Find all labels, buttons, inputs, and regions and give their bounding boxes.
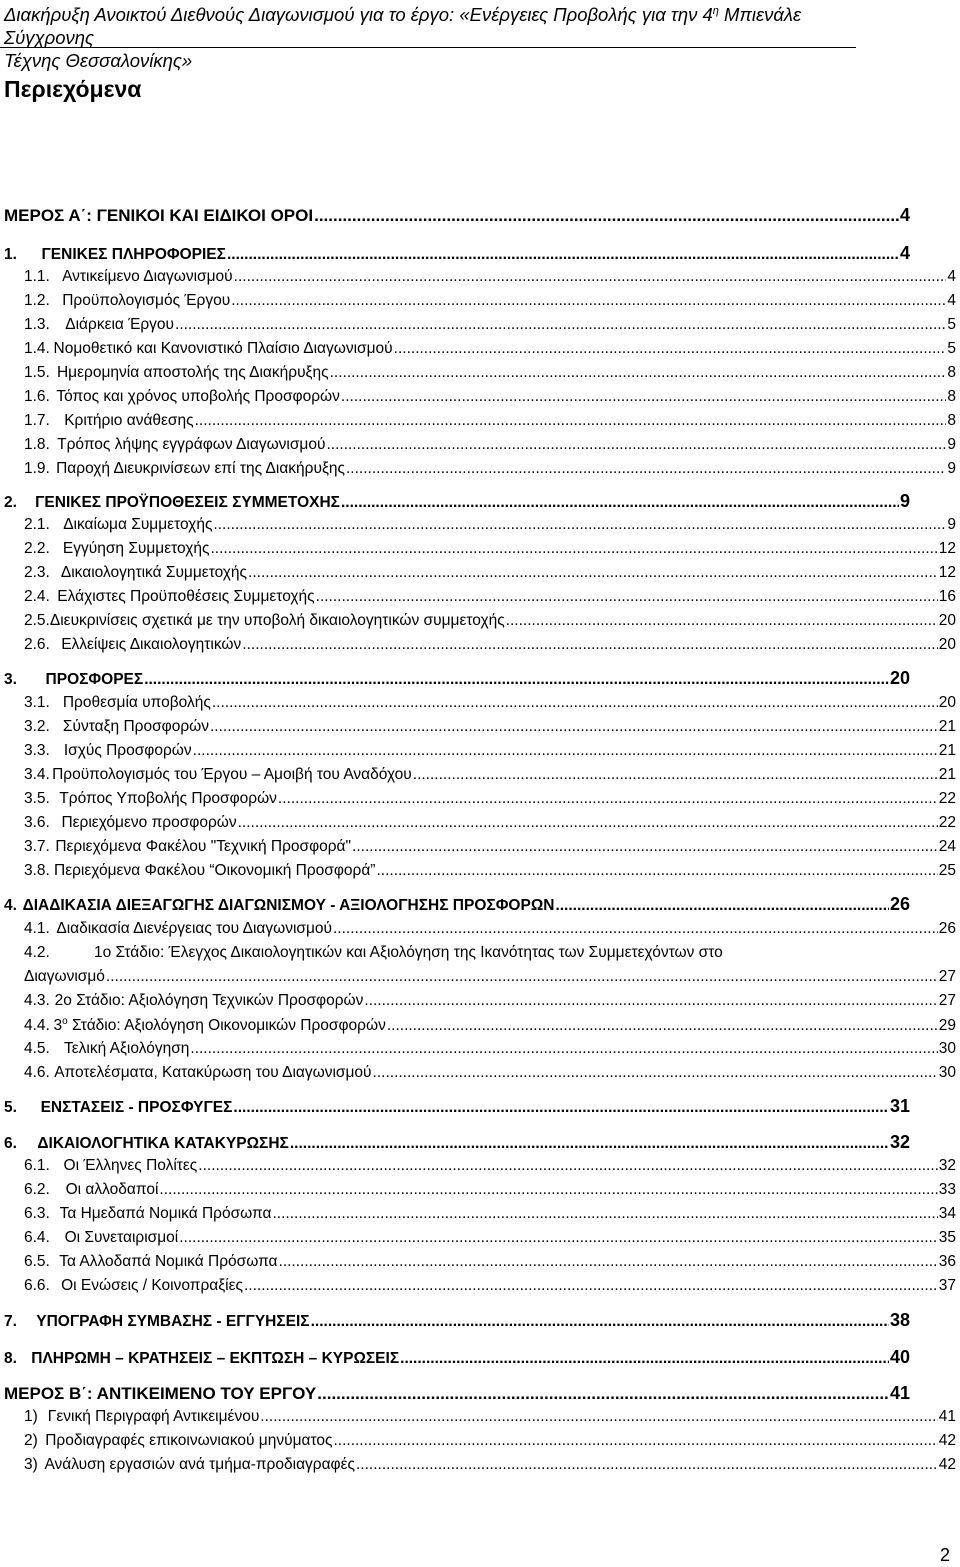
- toc-subsection[interactable]: 4.4. $3^o$ Στάδιο: Αξιολόγηση Οικονομικών Προσφορών ..... 29: [24, 1016, 956, 1035]
- toc-part-b-item[interactable]: 3) Ανάλυση εργασιών ανά τμήμα-προδιαγραφές ..... 42: [24, 1456, 956, 1474]
- toc-subsection[interactable]: 4.5. Τελική Αξιολόγηση ..... 30: [24, 1040, 956, 1058]
- toc-subsection[interactable]: 1.1. Αντικείμενο Διαγωνισμού ..... 4: [24, 268, 956, 286]
- toc-subsection[interactable]: 3.5. Τρόπος Υποβολής Προσφορών ..... 22: [24, 790, 956, 808]
- toc-subsection[interactable]: 1.2. Προϋπολογισμός Έργου ..... 4: [24, 292, 956, 310]
- toc-subsection[interactable]: 6.3. Τα Ημεδαπά Νομικά Πρόσωπα ..... 34: [24, 1205, 956, 1223]
- toc-section[interactable]: 5. ΕΝΣΤΑΣΕΙΣ - ΠΡΟΣΦΥΓΕΣ ..... 31: [4, 1096, 910, 1117]
- toc-subsection[interactable]: 1.5. Ημερομηνία αποστολής της Διακήρυξης ..... 8: [24, 364, 956, 382]
- toc-subsection[interactable]: 6.1. Οι Έλληνες Πολίτες ..... 32: [24, 1157, 956, 1175]
- toc-subsection[interactable]: 2.2. Εγγύηση Συμμετοχής ..... 12: [24, 540, 956, 558]
- toc-subsection[interactable]: 2.1. Δικαίωμα Συμμετοχής ..... 9: [24, 516, 956, 534]
- toc-subsection[interactable]: 3.7. Περιεχόμενα Φακέλου "Τεχνική Προσφορά" ..... 24: [24, 838, 956, 856]
- header-line-2: Τέχνης Θεσσαλονίκης»: [4, 50, 193, 72]
- toc-subsection[interactable]: 3.8. Περιεχόμενα Φακέλου “Οικονομική Προσφορά” ..... 25: [24, 862, 956, 880]
- toc-section[interactable]: 2. ΓΕΝΙΚΕΣ ΠΡΟΫΠΟΘΕΣΕΙΣ ΣΥΜΜΕΤΟΧΗΣ ..... 9: [4, 491, 910, 512]
- toc-subsection[interactable]: 1.4. Νομοθετικό και Κανονιστικό Πλαίσιο Διαγωνισμού ..... 5: [24, 340, 956, 358]
- toc-section[interactable]: 7. ΥΠΟΓΡΑΦΗ ΣΥΜΒΑΣΗΣ - ΕΓΓΥΗΣΕΙΣ ..... 38: [4, 1310, 910, 1331]
- toc-subsection[interactable]: 6.4. Οι Συνεταιρισμοί ..... 35: [24, 1229, 956, 1247]
- toc-subsection[interactable]: 1.8. Τρόπος λήψης εγγράφων Διαγωνισμού ..... 9: [24, 436, 956, 454]
- toc-subsection[interactable]: 4.1. Διαδικασία Διενέργειας του Διαγωνισμού ..... 26: [24, 920, 956, 938]
- toc-title: Περιεχόμενα: [4, 76, 142, 102]
- toc-part-b-item[interactable]: 1) Γενική Περιγραφή Αντικειμένου ..... 41: [24, 1408, 956, 1426]
- toc-subsection[interactable]: 3.6. Περιεχόμενο προσφορών ..... 22: [24, 814, 956, 832]
- toc-part-b-item[interactable]: 2) Προδιαγραφές επικοινωνιακού μηνύματος ..... 42: [24, 1432, 956, 1450]
- toc-part-b[interactable]: ΜΕΡΟΣ Β΄: ΑΝΤΙΚΕΙΜΕΝΟ ΤΟΥ ΕΡΓΟΥ ..... 41: [4, 1383, 910, 1404]
- toc-subsection[interactable]: 1.6. Τόπος και χρόνος υποβολής Προσφορών ..... 8: [24, 388, 956, 406]
- toc-subsection[interactable]: 3.4. Προϋπολογισμός του Έργου – Αμοιβή του Αναδόχου ..... 21: [24, 766, 956, 784]
- toc-subsection[interactable]: 3.3. Ισχύς Προσφορών ..... 21: [24, 742, 956, 760]
- toc-section[interactable]: 8. ΠΛΗΡΩΜΗ – ΚΡΑΤΗΣΕΙΣ – ΕΚΠΤΩΣΗ – ΚΥΡΩΣΕΙΣ ..... 40: [4, 1347, 910, 1368]
- toc-subsection[interactable]: 1.7. Κριτήριο ανάθεσης ..... 8: [24, 412, 956, 430]
- toc-subsection[interactable]: 3.1. Προθεσμία υποβολής ..... 20: [24, 694, 956, 712]
- toc-subsection[interactable]: 2.6. Ελλείψεις Δικαιολογητικών ..... 20: [24, 636, 956, 654]
- toc-subsection[interactable]: 4.2. 1ο Στάδιο: Έλεγχος Δικαιολογητικών και Αξιολόγηση της Ικανότητας των Συμμετεχόντων στο: [24, 944, 723, 961]
- toc-subsection[interactable]: 1.3. Διάρκεια Έργου ..... 5: [24, 316, 956, 334]
- document-header: [4, 0, 856, 72]
- toc-subsection-continuation[interactable]: Διαγωνισμό ..... 27: [24, 968, 956, 986]
- page-number: 2: [939, 1545, 950, 1565]
- toc-subsection[interactable]: 4.6. Αποτελέσματα, Κατακύρωση του Διαγωνισμού ..... 30: [24, 1064, 956, 1082]
- toc-section[interactable]: 6. ΔΙΚΑΙΟΛΟΓΗΤΙΚΑ ΚΑΤΑΚΥΡΩΣΗΣ ..... 32: [4, 1132, 910, 1153]
- toc-section[interactable]: 1. ΓΕΝΙΚΕΣ ΠΛΗΡΟΦΟΡΙΕΣ ..... 4: [4, 243, 910, 264]
- toc-subsection[interactable]: 6.5. Τα Αλλοδαπά Νομικά Πρόσωπα ..... 36: [24, 1253, 956, 1271]
- toc-subsection[interactable]: 3.2. Σύνταξη Προσφορών ..... 21: [24, 718, 956, 736]
- toc-subsection[interactable]: 6.6. Οι Ενώσεις / Κοινοπραξίες ..... 37: [24, 1277, 956, 1295]
- toc-part-a[interactable]: ΜΕΡΟΣ Α΄: ΓΕΝΙΚΟΙ ΚΑΙ ΕΙΔΙΚΟΙ ΟΡΟΙ ..... 4: [4, 205, 910, 226]
- toc-subsection[interactable]: 6.2. Οι αλλοδαποί ..... 33: [24, 1181, 956, 1199]
- header-line-1: Διακήρυξη Ανοικτού Διεθνούς Διαγωνισμού για το έργο: «Ενέργειες Προβολής για την $4^\eta$ Μπιενάλε Σύγχρονης: [4, 4, 802, 49]
- toc-section[interactable]: 4. ΔΙΑΔΙΚΑΣΙΑ ΔΙΕΞΑΓΩΓΗΣ ΔΙΑΓΩΝΙΣΜΟΥ - ΑΞΙΟΛΟΓΗΣΗΣ ΠΡΟΣΦΟΡΩΝ ..... 26: [4, 894, 910, 915]
- toc-subsection[interactable]: 2.4. Ελάχιστες Προϋποθέσεις Συμμετοχής ..... 16: [24, 588, 956, 606]
- toc-subsection[interactable]: 2.3. Δικαιολογητικά Συμμετοχής ..... 12: [24, 564, 956, 582]
- toc-subsection[interactable]: 1.9. Παροχή Διευκρινίσεων επί της Διακήρυξης ..... 9: [24, 460, 956, 478]
- toc-section[interactable]: 3. ΠΡΟΣΦΟΡΕΣ ..... 20: [4, 668, 910, 689]
- toc-subsection[interactable]: 2.5. Διευκρινίσεις σχετικά με την υποβολή δικαιολογητικών συμμετοχής ..... 20: [24, 612, 956, 630]
- toc-subsection[interactable]: 4.3. 2ο Στάδιο: Αξιολόγηση Τεχνικών Προσφορών ..... 27: [24, 992, 956, 1010]
- header-divider: [0, 47, 856, 48]
